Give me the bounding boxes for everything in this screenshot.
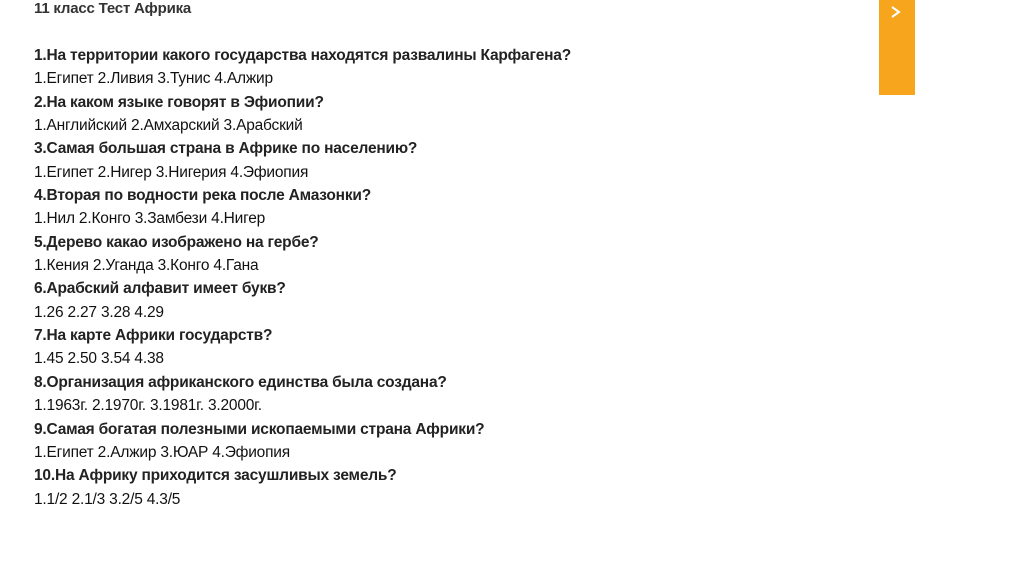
answers-10: 1.1/2 2.1/3 3.2/5 4.3/5 xyxy=(34,490,181,508)
answers-7: 1.45 2.50 3.54 4.38 xyxy=(34,350,164,368)
slide-title: 11 класс Тест Африка xyxy=(34,0,192,17)
question-5: 5.Дерево какао изображено на гербе? xyxy=(34,233,319,251)
question-7: 7.На карте Африки государств? xyxy=(34,327,273,345)
answers-5: 1.Кения 2.Уганда 3.Конго 4.Гана xyxy=(34,257,259,275)
question-9: 9.Самая богатая полезными ископаемыми страна Африки? xyxy=(34,420,485,438)
answers-9: 1.Египет 2.Алжир 3.ЮАР 4.Эфиопия xyxy=(34,443,290,461)
question-1: 1.На территории какого государства находятся развалины Карфагена? xyxy=(34,47,571,64)
answers-1: 1.Египет 2.Ливия 3.Тунис 4.Алжир xyxy=(34,70,273,88)
question-8: 8.Организация африканского единства была создана? xyxy=(34,373,447,391)
question-3: 3.Самая большая страна в Африке по населению? xyxy=(34,140,418,158)
question-2: 2.На каком языке говорят в Эфиопии? xyxy=(34,93,324,111)
answers-3: 1.Египет 2.Нигер 3.Нигерия 4.Эфиопия xyxy=(34,163,309,181)
question-4: 4.Вторая по водности река после Амазонки? xyxy=(34,187,372,205)
answers-6: 1.26 2.27 3.28 4.29 xyxy=(34,303,164,321)
question-list xyxy=(34,44,571,511)
question-6: 6.Арабский алфавит имеет букв? xyxy=(34,280,286,298)
answers-2: 1.Английский 2.Амхарский 3.Арабский xyxy=(34,117,303,135)
arrow-right-icon xyxy=(888,4,904,20)
answers-8: 1.1963г. 2.1970г. 3.1981г. 3.2000г. xyxy=(34,397,262,415)
answers-4: 1.Нил 2.Конго 3.Замбези 4.Нигер xyxy=(34,210,266,228)
question-10: 10.На Африку приходится засушливых земель? xyxy=(34,467,397,485)
accent-bar xyxy=(879,0,915,95)
